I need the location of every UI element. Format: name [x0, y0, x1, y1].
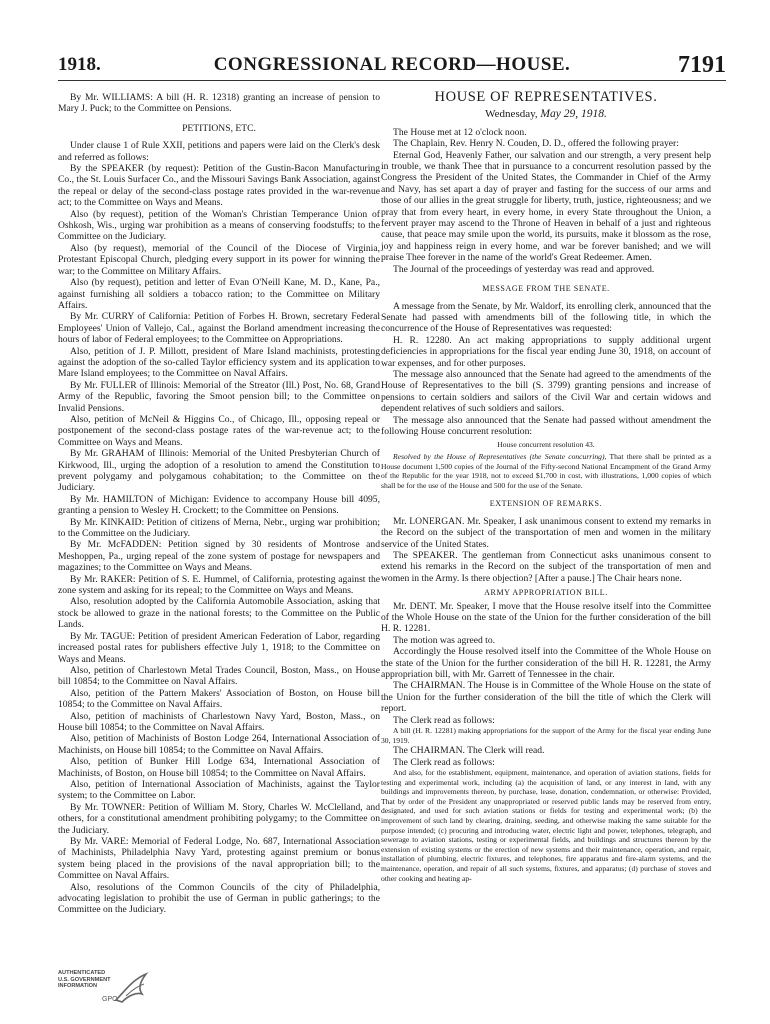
petition-item: Also, petition of J. P. Millott, president of Mare Island machinists, protesting against the adoption of the so-called Taylor efficiency system and its application to Mare Island employees; to the Committee on Naval Affairs.: [58, 345, 380, 380]
session-date-text: May 29, 1918.: [540, 108, 607, 121]
petition-item: By Mr. GRAHAM of Illinois: Memorial of the United Presbyterian Church of Kirkwood, Ill., urging the adoption of a resolution to amend the Constitution to prevent polygamy and polygamous cohabitation; to the Committee on the Judiciary.: [58, 448, 380, 494]
right-column: [381, 89, 712, 883]
clerk-read-2: The Clerk read as follows:: [393, 756, 495, 768]
resolution-lead: Resolved by the House of Representatives (the Senate concurring),: [393, 451, 607, 461]
concurrent-resolution-title: House concurrent resolution 43.: [497, 440, 595, 450]
session-date: [381, 109, 711, 120]
petition-item: Also, petition of the Pattern Makers' Association of Boston, on House bill 10854; to the Committee on Naval Affairs.: [58, 687, 380, 711]
gpo-mark: GPO: [102, 996, 118, 1003]
clerk-read-1: The Clerk read as follows:: [393, 714, 495, 726]
left-column: [58, 92, 380, 916]
header-title: CONGRESSIONAL RECORD—HOUSE.: [213, 54, 571, 75]
petition-item: Also (by request), memorial of the Council of the Diocese of Virginia, Protestant Episcopal Church, pledging every support in its power for winning the war; to the Committee on Military Affairs.: [58, 242, 380, 277]
army-motion: Mr. DENT. Mr. Speaker, I move that the House resolve itself into the Committee of the Whole House on the state of the Union for the further consideration of the bill H. R. 12281.: [381, 600, 711, 635]
petition-item: By Mr. VARE: Memorial of Federal Lodge, No. 687, International Association of Machinists, Philadelphia Navy Yard, protesting against premium or bonus system being placed in the provisions of the naval appropriation bill; to the Committee on Naval Affairs.: [58, 836, 380, 882]
logo-line-2: U.S. GOVERNMENT: [58, 976, 111, 983]
chaplain-intro: The Chaplain, Rev. Henry N. Couden, D. D., offered the following prayer:: [393, 138, 679, 150]
session-day: Wednesday,: [485, 108, 538, 121]
army-bill-heading: ARMY APPROPRIATION BILL.: [484, 588, 608, 598]
house-met: The House met at 12 o'clock noon.: [393, 126, 527, 138]
page-header: [58, 54, 726, 81]
aviation-provision: And also, for the establishment, equipment, maintenance, and operation of aviation stations, fields for testing and experimental work, including (a) the acquisition of land, or any interest in land, with any buildings and improvements thereon, by purchase, lease, donation, condemnation, or otherwise: Provided, That by order of the President any unappropriated or reserved public lands may be reserved from entry, designated, and used for such aviation stations or fields for testing and experimental work; (b) the improvement of such land by clearing, draining, seeding, and otherwise making the same suitable for the purpose intended; (c) procuring and introducing water, electric light and power, telephones, telegraph, and sewerage to aviation stations, testing or experimental fields, and buildings and structures thereon by the extension of existing systems or the erection of new systems and their maintenance, operation, and repair, installation of plumbing, electric fixtures, and telephones, fire apparatus and fire-alarm systems, and the maintenance, operation, and repair of all such systems, fixtures, and apparatus; (d) purchase of stoves and other cooking and heating ap-: [381, 768, 711, 883]
petition-item: Also, resolutions of the Common Councils of the city of Philadelphia, advocating legislation to prohibit the use of German in public gatherings; to the Committee on the Judiciary.: [58, 881, 380, 916]
extension-request: Mr. LONERGAN. Mr. Speaker, I ask unanimous consent to extend my remarks in the Record on the subject of the transportation of men and women in the military service of the United States.: [381, 515, 711, 550]
gpo-authentication-logo: [58, 970, 158, 1010]
petition-item: Also, petition of machinists of Charlestown Navy Yard, Boston, Mass., on House bill 10854; to the Committee on Naval Affairs.: [58, 710, 380, 733]
petition-item: By Mr. TOWNER: Petition of William M. Story, Charles W. McClelland, and others, for a constitutional amendment prohibiting polygamy; to the Committee on the Judiciary.: [58, 801, 380, 836]
logo-line-3: INFORMATION: [58, 983, 98, 990]
petition-item: By Mr. TAGUE: Petition of president American Federation of Labor, regarding increased postal rates for publishers effective July 1, 1918; to the Committee on Ways and Means.: [58, 630, 380, 665]
petition-item: Also, petition of Machinists of Boston Lodge 264, International Association of Machinists, on House bill 10854; to the Committee on Naval Affairs.: [58, 733, 380, 756]
petition-item: Also, petition of Bunker Hill Lodge 634, International Association of Machinists, of Boston, on House bill 10854; to the Committee on Naval Affairs.: [58, 756, 380, 779]
house-heading: HOUSE OF REPRESENTATIVES.: [434, 89, 658, 105]
header-year: 1918.: [58, 54, 101, 75]
petition-item: Under clause 1 of Rule XXII, petitions and papers were laid on the Clerk's desk and referred as follows:: [58, 140, 380, 163]
petition-item: By Mr. McFADDEN: Petition signed by 30 residents of Montrose and Meshoppen, Pa., urging repeal of the zone system of postage for newspapers and magazines; to the Committee on Ways and Means.: [58, 539, 380, 574]
petition-item: Also, petition of International Association of Machinists, against the Taylor system; to the Committee on Labor.: [58, 778, 380, 802]
army-bill-title: A bill (H. R. 12281) making appropriations for the support of the Army for the fiscal year ending June 30, 1919.: [381, 726, 711, 745]
petition-item: By the SPEAKER (by request): Petition of the Gustin-Bacon Manufacturing Co., the St. Louis Surfacer Co., and the Missouri Savings Bank Association, against the repeal or delay of the second-class postage rates provided in the war-revenue act; to the Committee on Ways and Means.: [58, 163, 380, 209]
petitions-list: [58, 140, 380, 916]
bill-introduction: By Mr. WILLIAMS: A bill (H. R. 12318) granting an increase of pension to Mary J. Puck; to the Committee on Pensions.: [58, 92, 380, 115]
petition-item: Also, resolution adopted by the California Automobile Association, asking that stock be allowed to graze in the national forests; to the Committee on the Public Lands.: [58, 596, 380, 631]
petition-item: Also, petition of Charlestown Metal Trades Council, Boston, Mass., on House bill 10854; to the Committee on Naval Affairs.: [58, 664, 380, 688]
petition-item: Also (by request), petition and letter of Evan O'Neill Kane, M. D., Kane, Pa., against furnishing all soldiers a tobacco ration; to the Committee on Military Affairs.: [58, 277, 380, 311]
petition-item: By Mr. FULLER of Illinois: Memorial of the Streator (Ill.) Post, No. 68, Grand Army of the Republic, favoring the Smoot pension bill; to the Committee on Invalid Pensions.: [58, 379, 380, 414]
army-committee: Accordingly the House resolved itself into the Committee of the Whole House on the state of the Union for the further consideration of the bill H. R. 12281, the Army appropriation bill, with Mr. Garrett of Tennessee in the chair.: [381, 646, 711, 681]
senate-message-heading: MESSAGE FROM THE SENATE.: [482, 284, 610, 294]
petition-item: By Mr. KINKAID: Petition of citizens of Merna, Nebr., urging war prohibition; to the Committee on the Judiciary.: [58, 516, 380, 540]
chairman-statement: The CHAIRMAN. The House is in Committee of the Whole House on the state of the Union for the further consideration of the bill the title of which the Clerk will report.: [381, 680, 711, 715]
senate-message-2: H. R. 12280. An act making appropriations to supply additional urgent deficiencies in appropriations for the fiscal year ending June 30, 1918, on account of war expenses, and for other purposes.: [381, 334, 711, 369]
logo-line-1: AUTHENTICATED: [58, 970, 106, 976]
petitions-heading: PETITIONS, ETC.: [182, 122, 256, 134]
senate-message-4: The message also announced that the Senate had passed without amendment the following House concurrent resolution:: [381, 414, 711, 437]
eagle-icon: [112, 970, 152, 1006]
petition-item: Also (by request), petition of the Woman's Christian Temperance Union of Oshkosh, Wis., urging war prohibition as a means of conserving foodstuffs; to the Committee on the Judiciary.: [58, 208, 380, 243]
page-number: 7191: [678, 52, 726, 78]
senate-message-3: The message also announced that the Senate had agreed to the amendments of the House of Representatives to the bill (S. 3799) granting pensions and increase of pensions to certain soldiers and sailors of the Civil War and certain widows and dependent relatives of such soldiers and sailors.: [381, 368, 711, 415]
resolution-body: That there shall be printed as a House document 1,500 copies of the Journal of the Fifty-second National Encampment of the Grand Army of the Republic for the year 1918, not to exceed $1,700 in cost, with illustrations, 1,000 copies of which shall be for the use of the House and 500 for the use of the Senate.: [381, 451, 711, 490]
petition-item: By Mr. RAKER: Petition of S. E. Hummel, of California, protesting against the zone system and asking for its repeal; to the Committee on Ways and Means.: [58, 573, 380, 597]
prayer-text: Eternal God, Heavenly Father, our salvation and our strength, a very present help in trouble, we thank Thee that in pursuance to a concurrent resolution passed by the Congress the President of the United States, the Commander in Chief of the Army and Navy, has set apart a day of prayer and fasting for the success of our arms and those of our allies in the great struggle for liberty, truth, justice, righteousness; and we pray that from every heart, in every home, in every State throughout the Union, a fervent prayer may ascend to the Throne of Heaven in behalf of a just and righteous cause, that peace may smile upon the world, its pursuits, make it blossom as the rose, joy and happiness reign in every home, and war be forever banished; and we will praise Thee forever in the name of the world's Great Redeemer. Amen.: [381, 149, 712, 264]
journal-approval: The Journal of the proceedings of yesterday was read and approved.: [393, 263, 655, 275]
chairman-clerk-will-read: The CHAIRMAN. The Clerk will read.: [393, 745, 545, 757]
concurrent-resolution-text: [381, 452, 711, 490]
extension-heading: EXTENSION OF REMARKS.: [489, 499, 603, 509]
army-motion-agreed: The motion was agreed to.: [393, 634, 496, 646]
petition-item: By Mr. CURRY of California: Petition of Forbes H. Brown, secretary Federal Employees' Union of Vallejo, Cal., against the Borland amendment increasing the hours of labor of Federal employees; to the Committee on Appropriations.: [58, 311, 380, 346]
petition-item: Also, petition of McNeil & Higgins Co., of Chicago, Ill., opposing repeal or postponement of the second-class postage rates of the war-revenue act; to the Committee on Ways and Means.: [58, 413, 380, 448]
senate-message-1: A message from the Senate, by Mr. Waldorf, its enrolling clerk, announced that the Senate had passed with amendments bill of the following title, in which the concurrence of the House of Representatives was requested:: [381, 300, 711, 335]
extension-ruling: The SPEAKER. The gentleman from Connecticut asks unanimous consent to extend his remarks in the Record on the subject of the transportation of men and women in the Army. Is there objection? [After a pause.] The Chair hears none.: [381, 549, 711, 584]
petition-item: By Mr. HAMILTON of Michigan: Evidence to accompany House bill 4095, granting a pension to Wesley H. Crockett; to the Committee on Pensions.: [58, 493, 380, 517]
